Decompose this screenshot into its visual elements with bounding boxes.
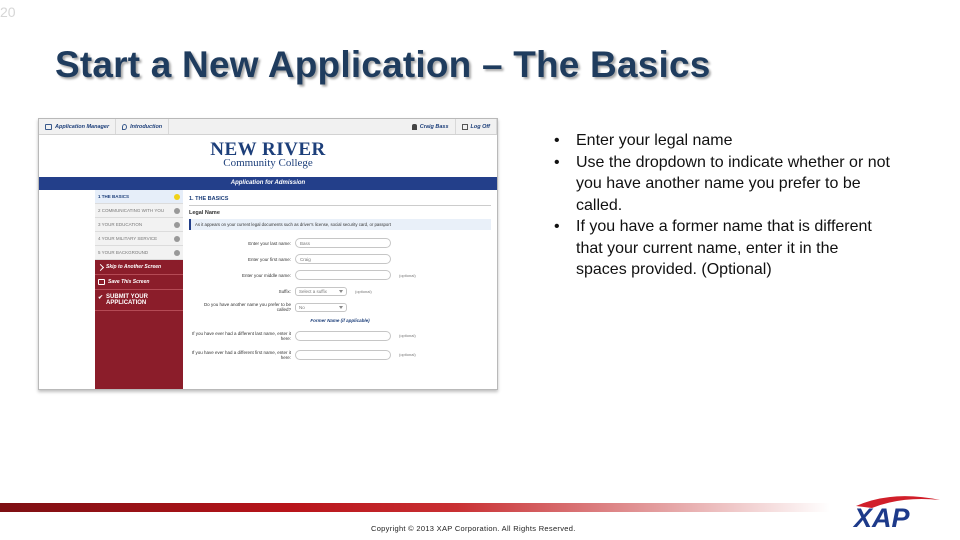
save-label: Save This Screen xyxy=(108,279,150,285)
skip-label: Skip to Another Screen xyxy=(106,264,162,270)
screenshot-body xyxy=(39,190,497,390)
basics-form xyxy=(183,190,497,390)
suffix-label: Suffix: xyxy=(278,288,291,294)
save-icon xyxy=(98,279,105,285)
suffix-row xyxy=(189,283,491,299)
former-first-row xyxy=(189,345,491,364)
college-logo xyxy=(39,135,497,177)
user-name: Craig Bass xyxy=(419,123,449,130)
former-name-heading: Former Name (if applicable) xyxy=(310,318,370,323)
former-first-input[interactable] xyxy=(295,350,391,360)
save-screen-link[interactable] xyxy=(95,275,183,290)
instruction-bullets xyxy=(552,130,892,281)
submit-application-link[interactable] xyxy=(95,290,183,311)
check-icon: ✔ xyxy=(98,295,104,301)
legal-name-heading: Legal Name xyxy=(189,210,220,216)
slide-number: 20 xyxy=(0,4,16,20)
first-name-row xyxy=(189,251,491,267)
step-education[interactable] xyxy=(95,218,183,232)
suffix-select[interactable] xyxy=(295,287,347,296)
user-menu[interactable] xyxy=(406,119,456,134)
logoff-link[interactable] xyxy=(456,119,497,134)
former-last-label: If you have ever had a different last name, enter it here: xyxy=(192,330,291,341)
current-step-icon xyxy=(174,194,180,200)
middle-name-label: Enter your middle name: xyxy=(241,272,291,278)
last-name-input[interactable]: Bass xyxy=(295,238,391,248)
skip-screen-link[interactable] xyxy=(95,260,183,275)
introduction-tab[interactable] xyxy=(116,119,169,134)
last-name-label: Enter your last name: xyxy=(248,240,291,246)
step-label: 4 YOUR MILITARY SERVICE xyxy=(98,236,158,241)
college-subtitle: Community College xyxy=(223,157,313,169)
step-label: 3 YOUR EDUCATION xyxy=(98,222,143,227)
legal-name-note: As it appears on your current legal documents such as driver's license, social security card, or passport xyxy=(189,219,491,230)
step-background[interactable] xyxy=(95,246,183,260)
optional-note: (optional) xyxy=(399,272,416,278)
footer-gradient-bar xyxy=(0,503,830,512)
bullet-item: • Enter your legal name xyxy=(552,130,892,152)
chevron-down-icon xyxy=(339,306,343,309)
suffix-value: Select a suffix xyxy=(299,288,327,294)
step-navigation xyxy=(95,190,183,390)
last-name-row xyxy=(189,235,491,251)
step-label: 1 THE BASICS xyxy=(98,194,130,199)
optional-note: (optional) xyxy=(399,333,416,338)
copyright-text: Copyright © 2013 XAP Corporation. All Rights Reserved. xyxy=(371,524,576,533)
blocked-icon xyxy=(174,250,180,256)
first-name-input[interactable]: Craig xyxy=(295,254,391,264)
other-name-row xyxy=(189,299,491,315)
screenshot-topbar xyxy=(39,119,497,135)
slide-title: Start a New Application – The Basics xyxy=(55,44,711,85)
step-communicating[interactable] xyxy=(95,204,183,218)
arrow-icon xyxy=(97,264,104,271)
step-label: 2 COMMUNICATING WITH YOU xyxy=(98,208,165,213)
former-last-row xyxy=(189,326,491,345)
grid-icon xyxy=(45,124,52,130)
blocked-icon xyxy=(174,222,180,228)
optional-note: (optional) xyxy=(399,352,416,357)
college-name: NEW RIVER xyxy=(210,139,326,160)
bullet-item: • If you have a former name that is different that your current name, enter it in the spaces provided. (Optional) xyxy=(552,216,892,281)
optional-note: (optional) xyxy=(355,288,372,294)
user-icon xyxy=(412,124,417,130)
other-name-value: No xyxy=(299,304,305,310)
middle-name-row xyxy=(189,267,491,283)
admission-bar: Application for Admission xyxy=(39,177,497,190)
app-manager-label: Application Manager xyxy=(55,123,110,130)
blocked-icon xyxy=(174,208,180,214)
bullet-item: • Use the dropdown to indicate whether or not you have another name you prefer to be called. xyxy=(552,152,892,217)
chevron-down-icon xyxy=(339,290,343,293)
logo-text: XAP xyxy=(854,503,910,530)
introduction-label: Introduction xyxy=(130,123,163,130)
logoff-icon xyxy=(462,124,468,130)
submit-label: SUBMIT YOUR APPLICATION xyxy=(106,294,148,306)
pin-icon xyxy=(122,124,127,130)
other-name-select[interactable] xyxy=(295,303,347,312)
first-name-label: Enter your first name: xyxy=(247,256,291,262)
blocked-icon xyxy=(174,236,180,242)
former-last-input[interactable] xyxy=(295,331,391,341)
step-the-basics[interactable] xyxy=(95,190,183,204)
xap-logo xyxy=(852,494,947,530)
former-first-label: If you have ever had a different first name, enter it here: xyxy=(191,349,291,360)
other-name-label: Do you have another name you prefer to be called? xyxy=(203,302,291,312)
logoff-label: Log Off xyxy=(470,123,490,130)
section-title: 1. THE BASICS xyxy=(189,196,491,206)
application-screenshot xyxy=(38,118,498,390)
middle-name-input[interactable] xyxy=(295,270,391,280)
app-manager-tab[interactable] xyxy=(39,119,116,134)
step-military[interactable] xyxy=(95,232,183,246)
step-label: 5 YOUR BACKGROUND xyxy=(98,250,149,255)
